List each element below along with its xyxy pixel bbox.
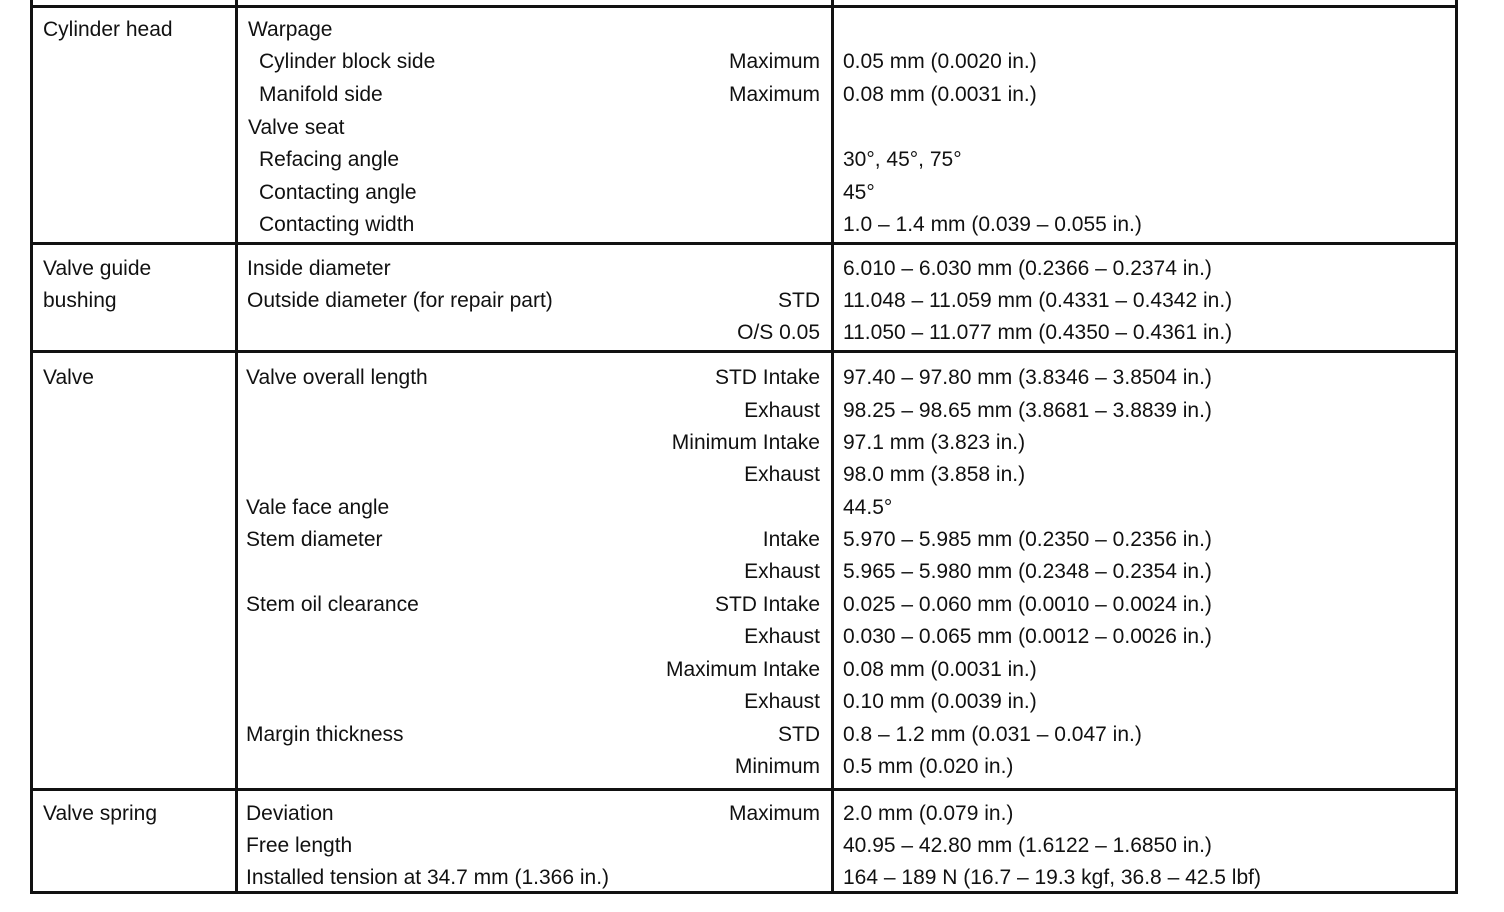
column-divider-1 — [235, 0, 238, 894]
condition-label: Exhaust — [744, 690, 820, 713]
value-cell: 1.0 – 1.4 mm (0.039 – 0.055 in.) — [843, 213, 1142, 236]
value-cell: 97.40 – 97.80 mm (3.8346 – 3.8504 in.) — [843, 366, 1212, 389]
value-cell: 0.030 – 0.065 mm (0.0012 – 0.0026 in.) — [843, 625, 1212, 648]
condition-label: O/S 0.05 — [737, 321, 820, 344]
section-label: Valve spring — [43, 802, 158, 825]
item-label: Free length — [246, 834, 353, 857]
item-label: Contacting angle — [259, 181, 417, 204]
value-cell: 98.0 mm (3.858 in.) — [843, 463, 1026, 486]
item-label: Manifold side — [259, 83, 383, 106]
condition-label: Minimum — [734, 755, 820, 778]
value-cell: 0.08 mm (0.0031 in.) — [843, 83, 1037, 106]
table-border-left — [30, 0, 33, 894]
item-label: Inside diameter — [247, 257, 391, 280]
value-cell: 45° — [843, 181, 875, 204]
value-cell: 0.05 mm (0.0020 in.) — [843, 50, 1037, 73]
item-label: Stem diameter — [246, 528, 383, 551]
condition-label: Maximum — [728, 50, 820, 73]
value-cell: 11.048 – 11.059 mm (0.4331 – 0.4342 in.) — [843, 289, 1233, 312]
value-cell: 0.08 mm (0.0031 in.) — [843, 658, 1037, 681]
value-cell: 40.95 – 42.80 mm (1.6122 – 1.6850 in.) — [843, 834, 1212, 857]
row-divider-1 — [30, 242, 1458, 245]
condition-label: STD — [778, 723, 820, 746]
item-label: Contacting width — [259, 213, 415, 236]
condition-label: Exhaust — [744, 625, 820, 648]
condition-label: Maximum Intake — [665, 658, 820, 681]
item-label: Stem oil clearance — [246, 593, 419, 616]
item-label: Margin thickness — [246, 723, 404, 746]
row-divider-2 — [30, 350, 1458, 353]
item-label: Deviation — [246, 802, 334, 825]
value-cell: 6.010 – 6.030 mm (0.2366 – 0.2374 in.) — [843, 257, 1212, 280]
item-label: Cylinder block side — [259, 50, 436, 73]
row-divider-top — [30, 5, 1458, 8]
value-cell: 97.1 mm (3.823 in.) — [843, 431, 1026, 454]
item-label: Vale face angle — [246, 496, 390, 519]
value-cell: 0.5 mm (0.020 in.) — [843, 755, 1014, 778]
condition-label: Maximum — [728, 83, 820, 106]
condition-label: Exhaust — [744, 399, 820, 422]
section-label-line-2: bushing — [43, 289, 117, 312]
value-cell: 0.025 – 0.060 mm (0.0010 – 0.0024 in.) — [843, 593, 1212, 616]
value-cell: 0.8 – 1.2 mm (0.031 – 0.047 in.) — [843, 723, 1142, 746]
value-cell: 44.5° — [843, 496, 893, 519]
row-divider-3 — [30, 788, 1458, 791]
value-cell: 11.050 – 11.077 mm (0.4350 – 0.4361 in.) — [843, 321, 1233, 344]
item-label: Outside diameter (for repair part) — [247, 289, 553, 312]
item-label: Valve overall length — [246, 366, 428, 389]
table-border-right — [1455, 0, 1458, 894]
value-cell: 164 – 189 N (16.7 – 19.3 kgf, 36.8 – 42.5 lbf) — [843, 866, 1261, 889]
condition-label: STD Intake — [714, 593, 820, 616]
value-cell: 0.10 mm (0.0039 in.) — [843, 690, 1037, 713]
item-label: Valve seat — [248, 116, 345, 139]
item-label: Refacing angle — [259, 148, 400, 171]
value-cell: 5.970 – 5.985 mm (0.2350 – 0.2356 in.) — [843, 528, 1212, 551]
item-label: Warpage — [248, 18, 333, 41]
table-border-bottom — [30, 891, 1458, 894]
item-label: Installed tension at 34.7 mm (1.366 in.) — [246, 866, 610, 889]
condition-label: Maximum — [728, 802, 820, 825]
value-cell: 98.25 – 98.65 mm (3.8681 – 3.8839 in.) — [843, 399, 1212, 422]
section-label: Valve — [43, 366, 94, 389]
condition-label: Intake — [762, 528, 820, 551]
value-cell: 30°, 45°, 75° — [843, 148, 962, 171]
condition-label: Exhaust — [744, 463, 820, 486]
condition-label: Minimum Intake — [671, 431, 820, 454]
value-cell: 2.0 mm (0.079 in.) — [843, 802, 1014, 825]
value-cell: 5.965 – 5.980 mm (0.2348 – 0.2354 in.) — [843, 560, 1212, 583]
column-divider-2 — [831, 0, 834, 894]
condition-label: Exhaust — [744, 560, 820, 583]
section-label-line-1: Valve guide — [43, 257, 152, 280]
condition-label: STD Intake — [714, 366, 820, 389]
condition-label: STD — [778, 289, 820, 312]
section-label: Cylinder head — [43, 18, 173, 41]
